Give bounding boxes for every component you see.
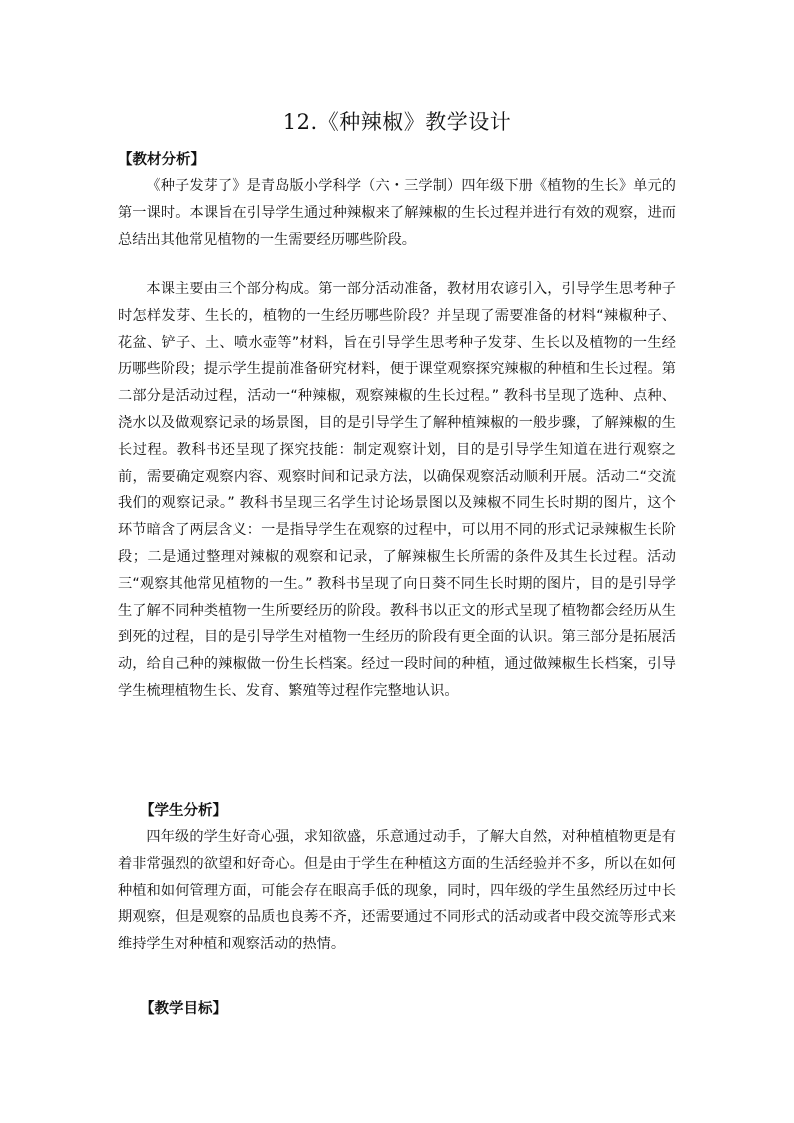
paragraph-material-structure: 本课主要由三个部分构成。第一部分活动准备，教材用农谚引入，引导学生思考种子时怎样发芽、生长的，植物的一生经历哪些阶段？并呈现了需要准备的材料“辣椒种子、花盆、铲子、土、喷水壶等”材料，旨在引导学生思考种子发芽、生长以及植物的一生经历哪些阶段；提示学生提前准备研究材料，便于课堂观察探究辣椒的种植和生长过程。第二部分是活动过程，活动一“种辣椒，观察辣椒的生长过程。” 教科书呈现了选种、点种、浇水以及做观察记录的场景图，目的是引导学生了解种植辣椒的一般步骤，了解辣椒的生长过程。教科书还呈现了探究技能：制定观察计划，目的是引导学生知道在进行观察之前，需要确定观察内容、观察时间和记录方法，以确保观察活动顺利开展。活动二“交流我们的观察记录。” 教科书呈现三名学生讨论场景图以及辣椒不同生长时期的图片，这个环节暗含了两层含义：一是指导学生在观察的过程中，可以用不同的形式记录辣椒生长阶段；二是通过整理对辣椒的观察和记录，了解辣椒生长所需的条件及其生长过程。活动三“观察其他常见植物的一生。” 教科书呈现了向日葵不同生长时期的图片，目的是引导学生了解不同种类植物一生所要经历的阶段。教科书以正文的形式呈现了植物都会经历从生到死的过程，目的是引导学生对植物一生经历的阶段有更全面的认识。第三部分是拓展活动，给自己种的辣椒做一份生长档案。经过一段时间的种植，通过做辣椒生长档案，引导学生梳理植物生长、发育、繁殖等过程作完整地认识。	[118, 281, 676, 699]
paragraph-student-analysis: 四年级的学生好奇心强，求知欲盛，乐意通过动手，了解大自然，对种植植物更是有着非常强烈的欲望和好奇心。但是由于学生在种植这方面的生活经验并不多，所以在如何种植和如何管理方面，可能会存在眼高手低的现象，同时，四年级的学生虽然经历过中长期观察，但是观察的品质也良莠不齐，还需要通过不同形式的活动或者中段交流等形式来维持学生对种植和观察活动的热情。	[118, 829, 676, 953]
document-title: 12.《种辣椒》教学设计	[282, 110, 512, 134]
section-heading-student-analysis: 【学生分析】	[140, 803, 227, 819]
paragraph-material-intro: 《种子发芽了》是青岛版小学科学（六・三学制）四年级下册《植物的生长》单元的第一课时。本课旨在引导学生通过种辣椒来了解辣椒的生长过程并进行有效的观察，进而总结出其他常见植物的一生需要经历哪些阶段。	[118, 178, 676, 248]
section-heading-teaching-goals: 【教学目标】	[140, 1001, 227, 1017]
section-heading-material-analysis: 【教材分析】	[118, 152, 205, 168]
